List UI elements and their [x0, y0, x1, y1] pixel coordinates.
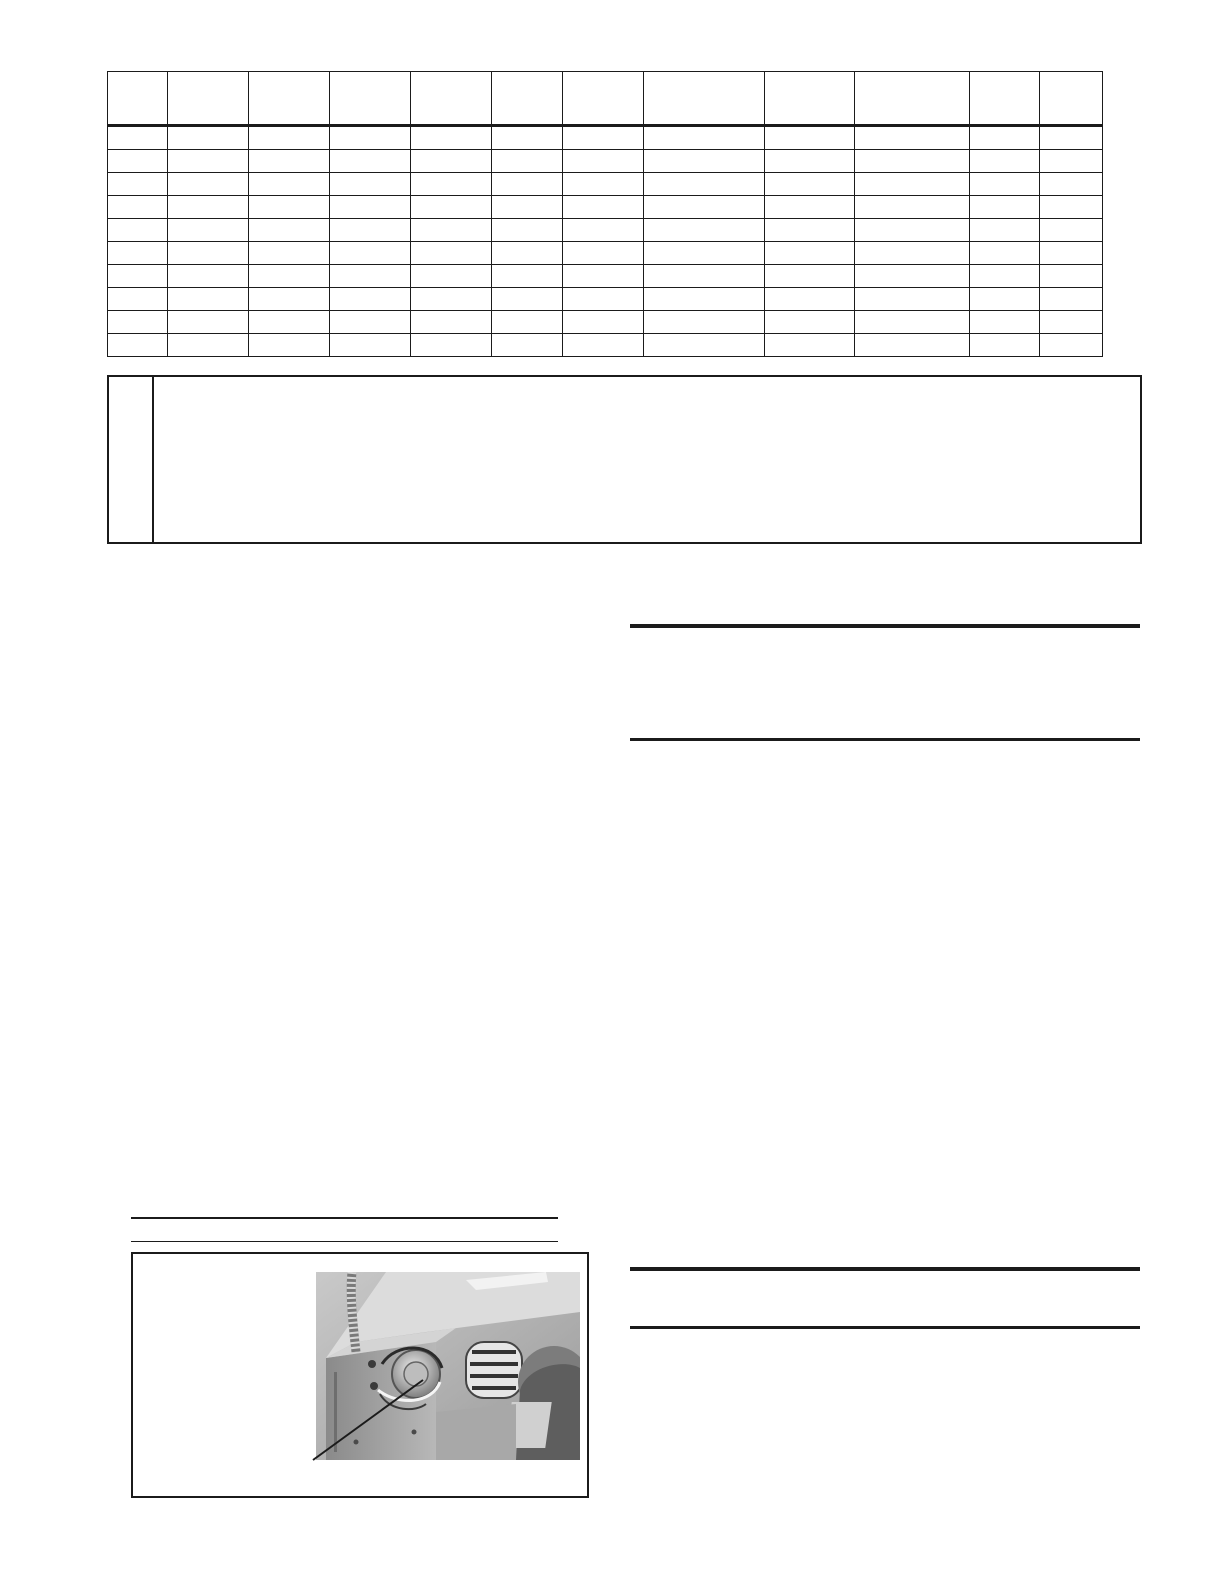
- table-row: [108, 196, 1103, 219]
- table-cell: [644, 150, 765, 173]
- table-cell: [330, 219, 411, 242]
- table-cell: [563, 196, 644, 219]
- table-cell: [411, 173, 492, 196]
- table-cell: [168, 311, 249, 334]
- table-cell: [411, 150, 492, 173]
- table-cell: [330, 265, 411, 288]
- table-cell: [970, 334, 1040, 357]
- table-header-cell: [563, 72, 644, 126]
- table-cell: [330, 288, 411, 311]
- table-cell: [249, 219, 330, 242]
- table-cell: [411, 311, 492, 334]
- table-cell: [765, 196, 855, 219]
- table-cell: [492, 288, 563, 311]
- table-header-cell: [1040, 72, 1103, 126]
- table-cell: [249, 265, 330, 288]
- table-cell: [1040, 334, 1103, 357]
- table-header-cell: [168, 72, 249, 126]
- table-cell: [249, 242, 330, 265]
- table-cell: [765, 242, 855, 265]
- table-cell: [330, 150, 411, 173]
- table-header-cell: [765, 72, 855, 126]
- table-row: [108, 242, 1103, 265]
- table-cell: [970, 196, 1040, 219]
- table-cell: [765, 288, 855, 311]
- table-cell: [411, 196, 492, 219]
- table-cell: [765, 150, 855, 173]
- table-cell: [168, 173, 249, 196]
- table-cell: [168, 265, 249, 288]
- table-cell: [855, 334, 970, 357]
- table-cell: [492, 173, 563, 196]
- table-cell: [1040, 242, 1103, 265]
- table-cell: [970, 265, 1040, 288]
- table-cell: [765, 126, 855, 150]
- table-cell: [411, 265, 492, 288]
- table-cell: [108, 173, 168, 196]
- table-cell: [168, 126, 249, 150]
- specification-table: [107, 71, 1103, 357]
- table-cell: [492, 150, 563, 173]
- table-cell: [855, 219, 970, 242]
- table-cell: [563, 242, 644, 265]
- table-cell: [765, 311, 855, 334]
- table-row: [108, 334, 1103, 357]
- table-cell: [249, 196, 330, 219]
- table-cell: [1040, 196, 1103, 219]
- table-cell: [1040, 219, 1103, 242]
- table-cell: [492, 219, 563, 242]
- table-header-cell: [644, 72, 765, 126]
- table-header-row: [108, 72, 1103, 126]
- table-cell: [249, 311, 330, 334]
- table-cell: [330, 334, 411, 357]
- table-cell: [168, 242, 249, 265]
- table-cell: [563, 311, 644, 334]
- table-row: [108, 173, 1103, 196]
- table-cell: [765, 219, 855, 242]
- table-cell: [108, 196, 168, 219]
- table-cell: [168, 150, 249, 173]
- table-cell: [970, 242, 1040, 265]
- table-row: [108, 288, 1103, 311]
- table-cell: [108, 311, 168, 334]
- table-cell: [855, 311, 970, 334]
- table-cell: [855, 150, 970, 173]
- table-cell: [970, 311, 1040, 334]
- table-cell: [644, 265, 765, 288]
- table-cell: [855, 242, 970, 265]
- table-cell: [492, 334, 563, 357]
- table-cell: [168, 196, 249, 219]
- table-cell: [644, 311, 765, 334]
- table-cell: [492, 311, 563, 334]
- table-cell: [411, 242, 492, 265]
- table-cell: [108, 242, 168, 265]
- section-1-bottom-rule: [630, 738, 1140, 741]
- table-cell: [563, 219, 644, 242]
- table-cell: [108, 126, 168, 150]
- table-cell: [249, 150, 330, 173]
- table-cell: [330, 242, 411, 265]
- table-cell: [765, 173, 855, 196]
- figure-caption-bottom-rule: [131, 1241, 558, 1242]
- section-2-bottom-rule: [630, 1326, 1140, 1329]
- table-cell: [970, 219, 1040, 242]
- table-cell: [644, 173, 765, 196]
- table-cell: [492, 265, 563, 288]
- table-cell: [1040, 126, 1103, 150]
- table-cell: [492, 126, 563, 150]
- table-cell: [970, 173, 1040, 196]
- table-cell: [563, 173, 644, 196]
- table-header-cell: [411, 72, 492, 126]
- section-1-top-rule: [630, 624, 1140, 628]
- table-cell: [970, 126, 1040, 150]
- table-cell: [644, 126, 765, 150]
- table-cell: [249, 334, 330, 357]
- table-row: [108, 265, 1103, 288]
- table-cell: [168, 334, 249, 357]
- table-header-cell: [970, 72, 1040, 126]
- table-cell: [563, 150, 644, 173]
- table-cell: [644, 196, 765, 219]
- table-cell: [411, 219, 492, 242]
- table-cell: [1040, 173, 1103, 196]
- table-body: [108, 126, 1103, 357]
- figure-caption-top-rule: [131, 1217, 558, 1219]
- table-cell: [644, 288, 765, 311]
- table-cell: [168, 288, 249, 311]
- section-2-top-rule: [630, 1267, 1140, 1271]
- table-cell: [644, 242, 765, 265]
- table-cell: [644, 334, 765, 357]
- table-cell: [411, 126, 492, 150]
- table-cell: [108, 150, 168, 173]
- table-header-cell: [108, 72, 168, 126]
- table-cell: [249, 288, 330, 311]
- table-row: [108, 219, 1103, 242]
- table-cell: [644, 219, 765, 242]
- callout-leader-line: [133, 1254, 587, 1496]
- table-cell: [108, 334, 168, 357]
- table-cell: [855, 196, 970, 219]
- table-cell: [249, 173, 330, 196]
- table-cell: [492, 242, 563, 265]
- table-cell: [330, 196, 411, 219]
- table-cell: [168, 219, 249, 242]
- table-cell: [563, 126, 644, 150]
- figure-frame: [131, 1252, 589, 1498]
- table-cell: [249, 126, 330, 150]
- table-cell: [970, 150, 1040, 173]
- table-row: [108, 311, 1103, 334]
- table-cell: [855, 265, 970, 288]
- table-cell: [108, 219, 168, 242]
- table-header-cell: [855, 72, 970, 126]
- table-cell: [855, 288, 970, 311]
- table-cell: [330, 173, 411, 196]
- table-row: [108, 126, 1103, 150]
- table-cell: [563, 334, 644, 357]
- table-cell: [563, 288, 644, 311]
- table-cell: [492, 196, 563, 219]
- table-cell: [855, 173, 970, 196]
- table-cell: [765, 265, 855, 288]
- table-cell: [855, 126, 970, 150]
- table-header-cell: [330, 72, 411, 126]
- notes-label-column: [109, 377, 154, 542]
- table-cell: [411, 334, 492, 357]
- table-cell: [108, 265, 168, 288]
- table-header-cell: [249, 72, 330, 126]
- table-cell: [563, 265, 644, 288]
- table-cell: [765, 334, 855, 357]
- table-cell: [1040, 150, 1103, 173]
- notes-box: [107, 375, 1142, 544]
- table-header-cell: [492, 72, 563, 126]
- table-row: [108, 150, 1103, 173]
- table-cell: [1040, 288, 1103, 311]
- table-cell: [330, 311, 411, 334]
- table-cell: [330, 126, 411, 150]
- table-cell: [1040, 265, 1103, 288]
- table-cell: [108, 288, 168, 311]
- table-cell: [970, 288, 1040, 311]
- table-cell: [411, 288, 492, 311]
- table-cell: [1040, 311, 1103, 334]
